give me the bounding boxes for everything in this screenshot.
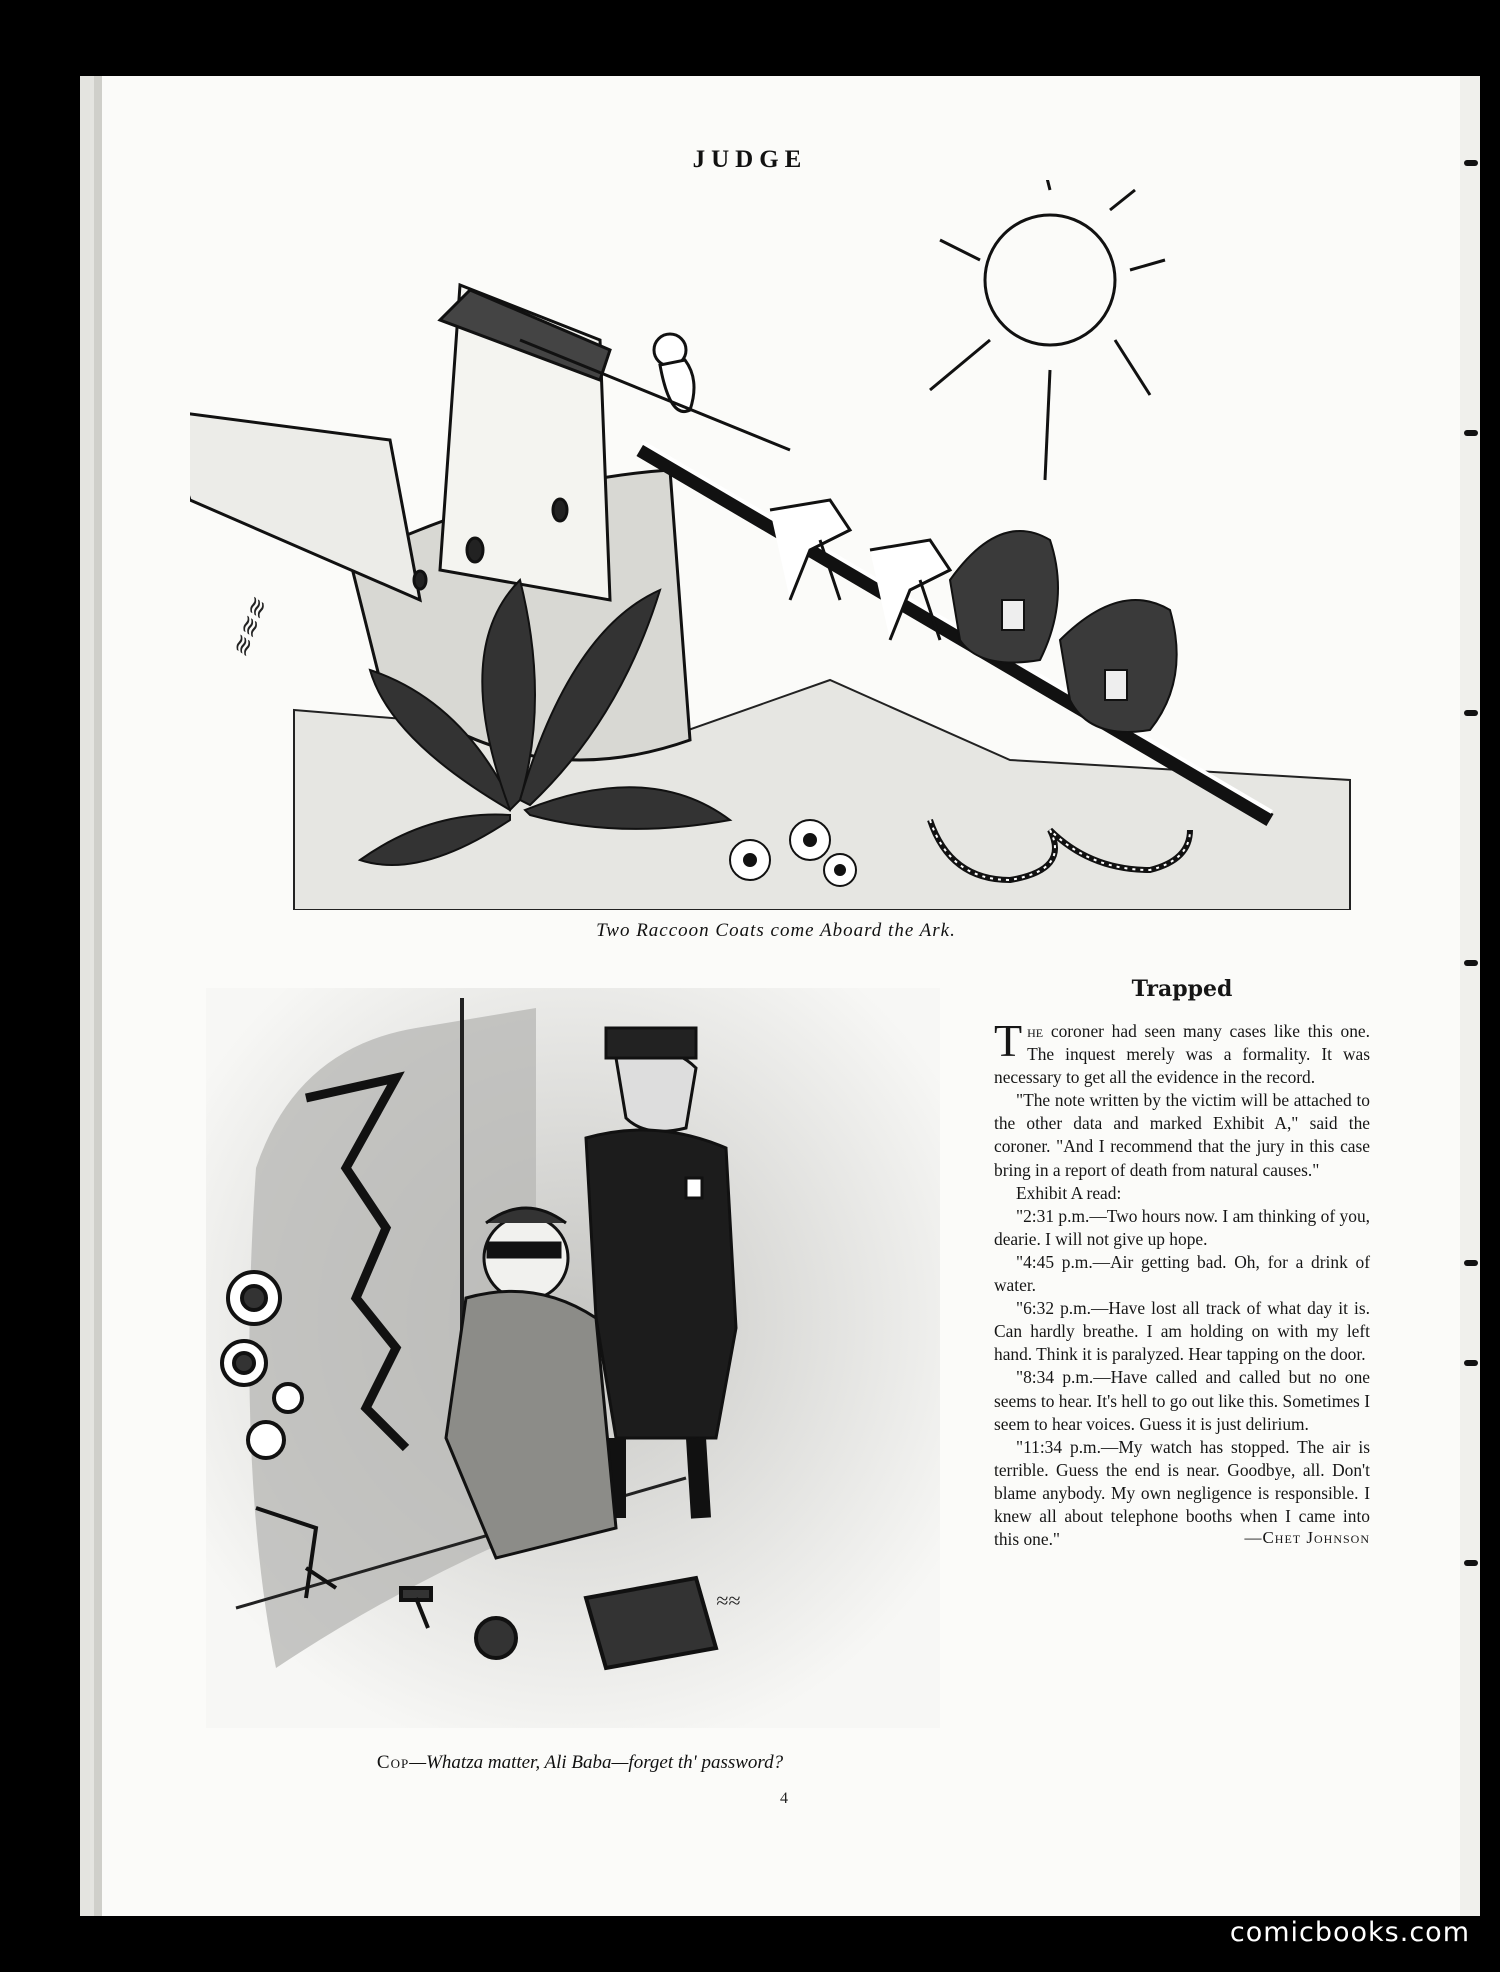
caption-line: —Whatza matter, Ali Baba—forget th' password? (409, 1752, 784, 1773)
sun-icon (930, 180, 1165, 480)
first-word-rest: he (1027, 1021, 1044, 1041)
caption-speaker: Cop (376, 1752, 410, 1773)
binding-hole (1464, 1360, 1478, 1366)
burglar-caption (200, 1752, 960, 1774)
next-page-edge (1460, 76, 1480, 1916)
story-paragraph: "6:32 p.m.—Have lost all track of what day it is. Can hardly breathe. I am holding on with my left hand. Think it is paralyzed. Hear tapping on the door. (994, 1298, 1370, 1365)
story-paragraph: "4:45 p.m.—Air getting bad. Oh, for a drink of water. (994, 1251, 1370, 1296)
page-number: 4 (780, 1790, 788, 1807)
burglar-illustration (196, 968, 950, 1758)
story-byline: —Chet Johnson (1244, 1528, 1370, 1548)
story-title: Trapped (1131, 976, 1233, 1002)
story-column (994, 976, 1370, 1548)
story-paragraph: "11:34 p.m.—My watch has stopped. The air is terrible. Guess the end is near. Goodbye, all. Don't blame anybody. My own negligence is responsible. I knew all about telephone booths when I came into this one." (994, 1436, 1370, 1550)
ark-caption: Two Raccoon Coats come Aboard the Ark. (596, 920, 956, 941)
paragraph-text: coroner had seen many cases like this one. The inquest merely was a formality. It was necessary to get all the evidence in the record. (994, 1021, 1370, 1088)
site-watermark: comicbooks.com (1229, 1917, 1470, 1948)
artist-signature: ≋≋≋ (227, 595, 273, 662)
story-paragraph: "The note written by the victim will be attached to the other data and marked Exhibit A," said the coroner. "And I recommend that the jury in this case bring in a report of death from natural causes." (994, 1090, 1370, 1180)
story-paragraph: "8:34 p.m.—Have called and called but no one seems to hear. It's hell to go out like this. Sometimes I seem to hear voices. Guess it is just delirium. (994, 1367, 1370, 1434)
artist-signature: ≈≈ (716, 1588, 741, 1613)
story-paragraph: "2:31 p.m.—Two hours now. I am thinking of you, dearie. I will not give up hope. (994, 1205, 1370, 1249)
magazine-title: JUDGE (692, 146, 808, 173)
binding-hole (1464, 1260, 1478, 1266)
binding-hole (1464, 960, 1478, 966)
story-paragraph (994, 1015, 1370, 1089)
binding-hole (1464, 430, 1478, 436)
ark-illustration (190, 180, 1360, 910)
drop-cap: T (994, 1015, 1023, 1066)
binding-hole (1464, 710, 1478, 716)
story-body (994, 1015, 1370, 1551)
binding-hole (1464, 1560, 1478, 1566)
story-paragraph: Exhibit A read: (1016, 1182, 1122, 1203)
